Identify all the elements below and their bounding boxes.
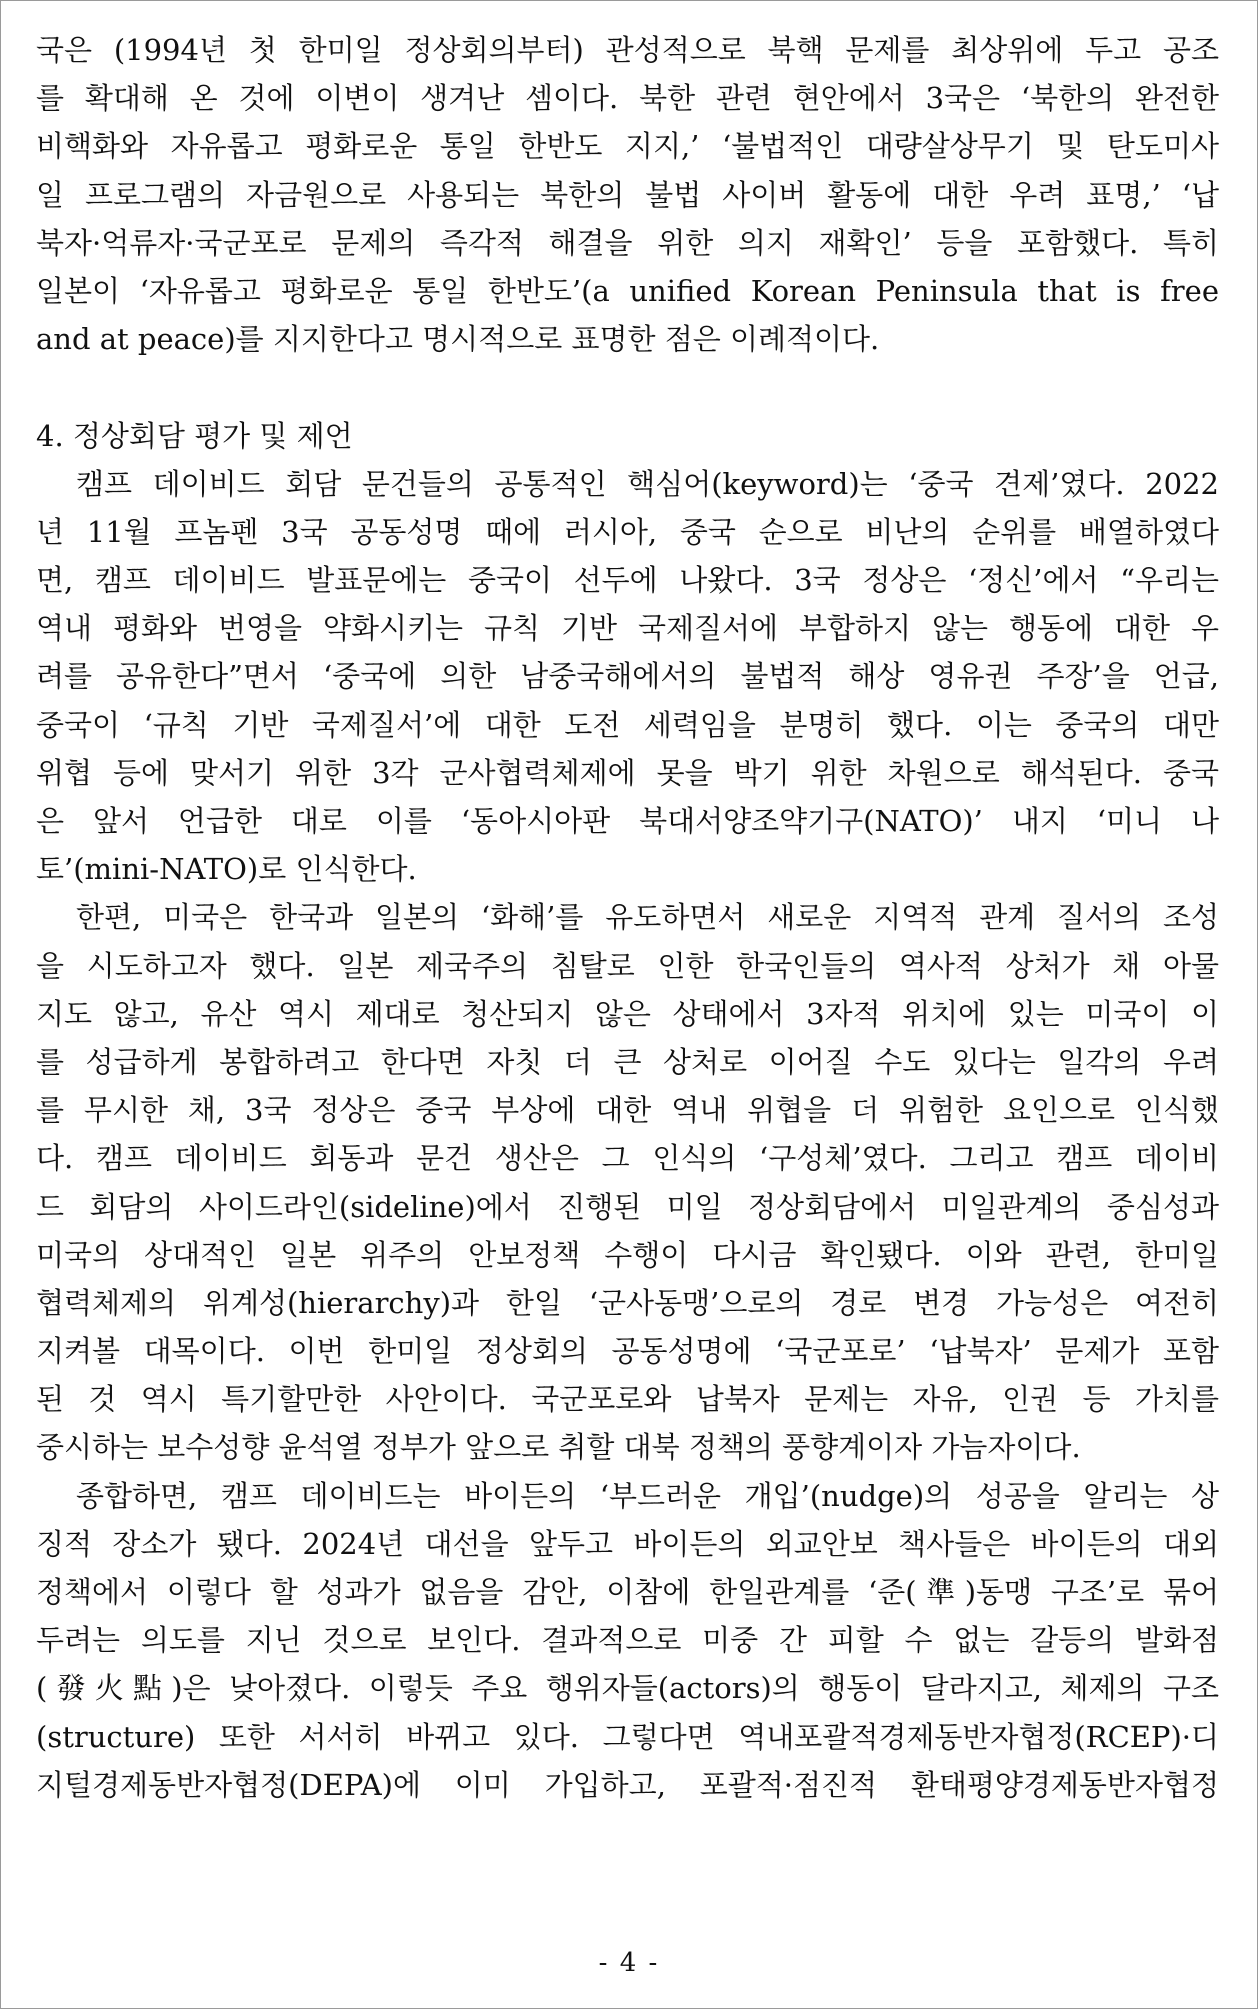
paragraph-2 xyxy=(36,460,1219,894)
text-line: 를 성급하게 봉합하려고 한다면 자칫 더 큰 상처로 이어질 수도 있다는 일각의 우려 xyxy=(36,1044,1219,1079)
text-line: 국은 (1994년 첫 한미일 정상회의부터) 관성적으로 북핵 문제를 최상위에 두고 공조 xyxy=(36,33,1219,67)
text-line: 종합하면, 캠프 데이비드는 바이든의 ‘부드러운 개입’(nudge)의 성공을 알리는 상 xyxy=(76,1478,1219,1513)
paragraph-4 xyxy=(36,1472,1219,1809)
document-body xyxy=(36,26,1219,1809)
text-line: 캠프 데이비드 회담 문건들의 공통적인 핵심어(keyword)는 ‘중국 견제’였다. 2022 xyxy=(76,466,1219,501)
text-line: 를 확대해 온 것에 이변이 생겨난 셈이다. 북한 관련 현안에서 3국은 ‘북한의 완전한 xyxy=(36,81,1219,116)
text-line: 다. 캠프 데이비드 회동과 문건 생산은 그 인식의 ‘구성체’였다. 그리고 캠프 데이비 xyxy=(36,1141,1219,1176)
paragraph-gap xyxy=(36,363,1219,411)
text-line: 미국의 상대적인 일본 위주의 안보정책 수행이 다시금 확인됐다. 이와 관련, 한미일 xyxy=(36,1237,1219,1272)
text-line: 징적 장소가 됐다. 2024년 대선을 앞두고 바이든의 외교안보 책사들은 바이든의 대외 xyxy=(36,1526,1219,1561)
paragraph-1 xyxy=(36,26,1219,363)
text-line: 면, 캠프 데이비드 발표문에는 중국이 선두에 나왔다. 3국 정상은 ‘정신’에서 “우리는 xyxy=(36,563,1219,598)
text-line: 토’(mini-NATO)로 인식한다. xyxy=(36,852,417,887)
text-line: 지켜볼 대목이다. 이번 한미일 정상회의 공동성명에 ‘국군포로’ ‘납북자’ 문제가 포함 xyxy=(36,1334,1219,1369)
text-line: 비핵화와 자유롭고 평화로운 통일 한반도 지지,’ ‘불법적인 대량살상무기 및 탄도미사 xyxy=(36,129,1219,164)
text-line: 역내 평화와 번영을 약화시키는 규칙 기반 국제질서에 부합하지 않는 행동에 대한 우 xyxy=(36,611,1219,646)
text-line: 한편, 미국은 한국과 일본의 ‘화해’를 유도하면서 새로운 지역적 관계 질서의 조성 xyxy=(76,900,1219,935)
text-line: 위협 등에 맞서기 위한 3각 군사협력체제에 못을 박기 위한 차원으로 해석된다. 중국 xyxy=(36,755,1219,790)
text-line: 은 앞서 언급한 대로 이를 ‘동아시아판 북대서양조약기구(NATO)’ 내지 ‘미니 나 xyxy=(36,804,1219,838)
text-line: 려를 공유한다”면서 ‘중국에 의한 남중국해에서의 불법적 해상 영유권 주장’을 언급, xyxy=(36,659,1219,694)
text-line: 를 무시한 채, 3국 정상은 중국 부상에 대한 역내 위협을 더 위험한 요인으로 인식했 xyxy=(36,1093,1219,1128)
section-heading: 4. 정상회담 평가 및 제언 xyxy=(36,418,353,453)
text-line: 지털경제동반자협정(DEPA)에 이미 가입하고, 포괄적·점진적 환태평양경제동반자협정 xyxy=(36,1767,1219,1802)
text-line: 년 11월 프놈펜 3국 공동성명 때에 러시아, 중국 순으로 비난의 순위를 배열하였다 xyxy=(36,514,1219,549)
text-line: 을 시도하고자 했다. 일본 제국주의 침탈로 인한 한국인들의 역사적 상처가 채 아물 xyxy=(36,948,1219,983)
text-line: 일 프로그램의 자금원으로 사용되는 북한의 불법 사이버 활동에 대한 우려 표명,’ ‘납 xyxy=(36,177,1219,212)
text-line: 북자·억류자·국군포로 문제의 즉각적 해결을 위한 의지 재확인’ 등을 포함했다. 특히 xyxy=(36,225,1219,260)
text-line: 된 것 역시 특기할만한 사안이다. 국군포로와 납북자 문제는 자유, 인권 등 가치를 xyxy=(36,1382,1219,1417)
text-line: 지도 않고, 유산 역시 제대로 청산되지 않은 상태에서 3자적 위치에 있는 미국이 이 xyxy=(36,996,1219,1031)
text-line: 두려는 의도를 지닌 것으로 보인다. 결과적으로 미중 간 피할 수 없는 갈등의 발화점 xyxy=(36,1623,1219,1658)
text-line: and at peace)를 지지한다고 명시적으로 표명한 점은 이례적이다. xyxy=(36,322,880,357)
text-line: 정책에서 이렇다 할 성과가 없음을 감안, 이참에 한일관계를 ‘준(準)동맹 구조’로 묶어 xyxy=(36,1575,1219,1609)
text-line: 협력체제의 위계성(hierarchy)과 한일 ‘군사동맹’으로의 경로 변경 가능성은 여전히 xyxy=(36,1285,1219,1320)
text-line: (發火點)은 낮아졌다. 이렇듯 주요 행위자들(actors)의 행동이 달라지고, 체제의 구조 xyxy=(36,1671,1219,1706)
paragraph-3 xyxy=(36,893,1219,1471)
text-line: 중국이 ‘규칙 기반 국제질서’에 대한 도전 세력임을 분명히 했다. 이는 중국의 대만 xyxy=(36,707,1219,742)
text-line: 중시하는 보수성향 윤석열 정부가 앞으로 취할 대북 정책의 풍향계이자 가늠자이다. xyxy=(36,1430,1081,1465)
page-number: - 4 - xyxy=(598,1948,660,1978)
text-line: 드 회담의 사이드라인(sideline)에서 진행된 미일 정상회담에서 미일관계의 중심성과 xyxy=(36,1189,1219,1224)
text-line: (structure) 또한 서서히 바뀌고 있다. 그렇다면 역내포괄적경제동반자협정(RCEP)·디 xyxy=(36,1719,1219,1754)
text-line: 일본이 ‘자유롭고 평화로운 통일 한반도’(a unified Korean Peninsula that is free xyxy=(36,273,1219,308)
